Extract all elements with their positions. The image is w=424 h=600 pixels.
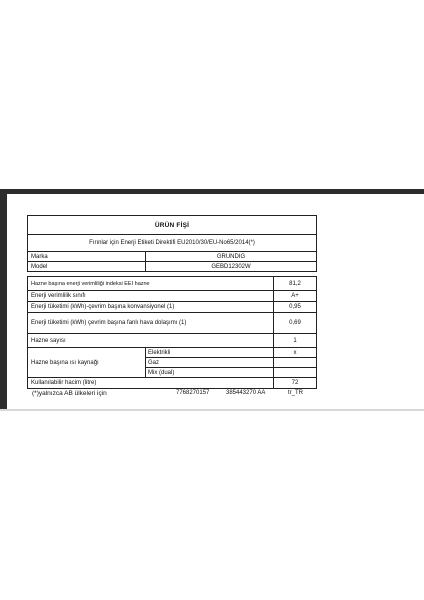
- conventional-consumption-row: [27, 302, 317, 313]
- cavity-count-row: [27, 334, 317, 348]
- brand-label: Marka: [28, 252, 146, 261]
- heat-source-dual-label: Mix (dual): [146, 368, 274, 377]
- fan-consumption-value: 0,69: [289, 320, 301, 326]
- heat-source-option: [146, 367, 316, 377]
- eei-label: Hazne başına enerji verimliliği indeksi EEI hazne: [28, 277, 274, 290]
- heat-source-dual-value: [274, 368, 316, 377]
- brand-value: GRUNDIG: [216, 253, 246, 260]
- frame-left-bar: [0, 189, 7, 409]
- heat-source-label: Hazne başına ısı kaynağı: [28, 348, 146, 377]
- frame-top-bar: [0, 189, 424, 194]
- heat-source-row: [27, 348, 317, 378]
- fiche-subtitle: Fırınlar için Enerji Etiketi Direktifi EU2010/30/EU-No65/2014(*): [27, 235, 317, 252]
- heat-source-option: [146, 357, 316, 367]
- frame-bottom-strip: [0, 409, 424, 411]
- heat-source-electric-value: x: [293, 349, 297, 356]
- cavity-count-value: 1: [293, 337, 297, 344]
- cavity-count-label: Hazne sayısı: [28, 334, 274, 347]
- product-fiche: [27, 215, 317, 389]
- heat-source-options: [146, 348, 316, 377]
- heat-source-electric-label: Elektrikli: [146, 348, 274, 357]
- eei-value: 81,2: [289, 280, 301, 287]
- heat-source-option: [146, 348, 316, 357]
- conventional-consumption-value: 0,95: [289, 304, 301, 310]
- fiche-title: ÜRÜN FİŞİ: [27, 215, 317, 235]
- footer-code-2: 385443270 AA: [226, 390, 266, 396]
- footer-code-1: 7768270157: [176, 390, 210, 396]
- footer-note: (*)yalnızca AB ülkeleri için: [32, 390, 107, 397]
- model-label: Model: [28, 262, 146, 271]
- energy-class-label: Enerji verimlilik sınıfı: [28, 291, 274, 301]
- model-row: [27, 262, 317, 272]
- heat-source-gas-value: [274, 358, 316, 367]
- fan-consumption-row: [27, 313, 317, 334]
- volume-row: [27, 378, 317, 389]
- energy-class-row: [27, 291, 317, 302]
- brand-row: [27, 252, 317, 262]
- eei-row: [27, 276, 317, 291]
- model-value: GEBD12302W: [211, 263, 251, 270]
- volume-value: 72: [291, 380, 299, 386]
- fan-consumption-label: Enerji tüketimi (kWh) çevrim başına fanlı hava dolaşımı (1): [28, 313, 274, 333]
- volume-label: Kullanılabilir hacim (litre): [28, 378, 274, 388]
- footer-language: tr_TR: [288, 390, 303, 396]
- heat-source-gas-label: Gaz: [146, 358, 274, 367]
- conventional-consumption-label: Enerji tüketimi (kWh)-çevrim başına konvansiyonel (1): [28, 302, 274, 312]
- energy-class-value: A+: [291, 293, 299, 299]
